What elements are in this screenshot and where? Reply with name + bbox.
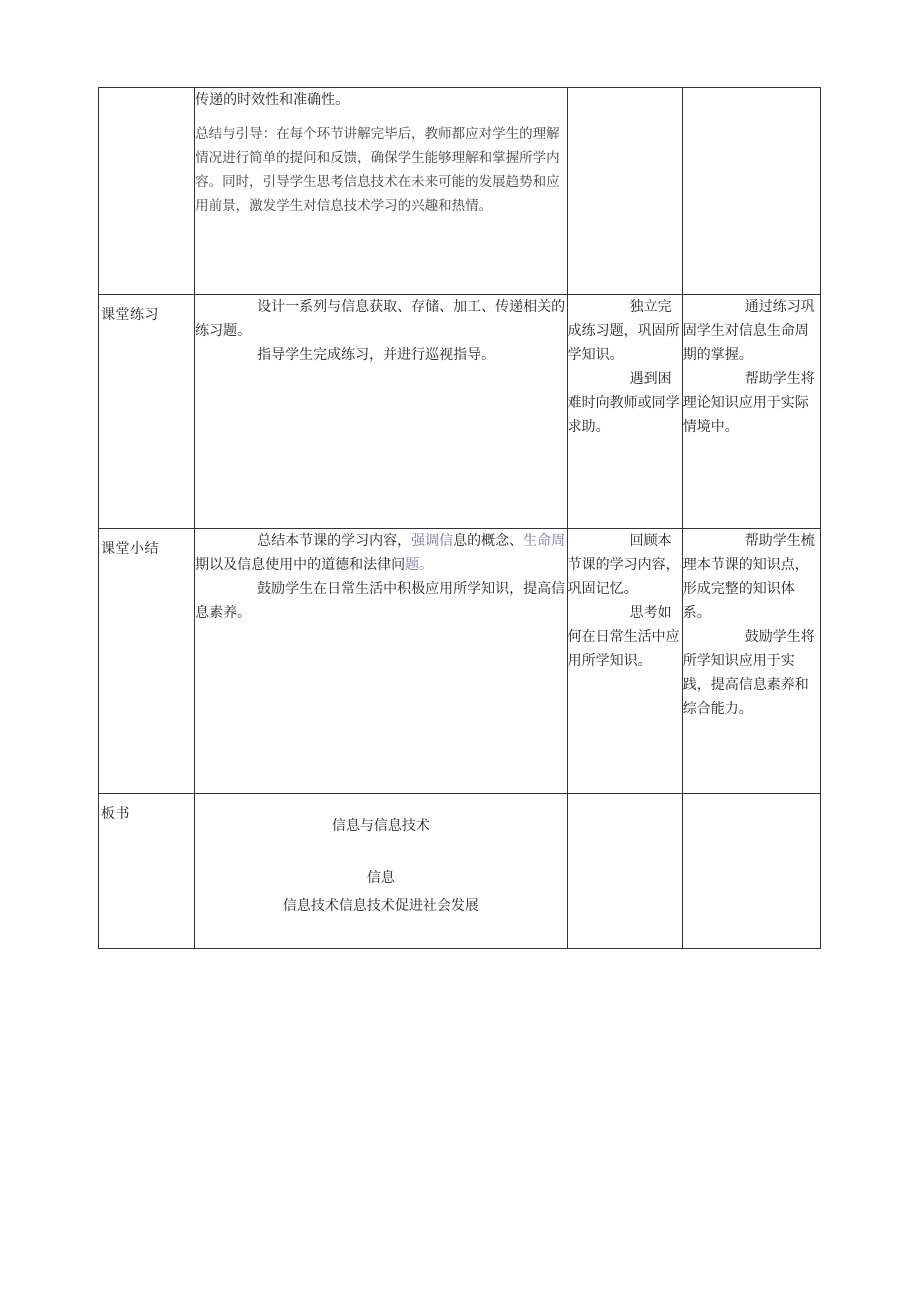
text-run: 息的概念、 (453, 533, 524, 549)
teacher-text: 鼓励学生在日常生活中积极应用所学知识，提高信息素养。 (195, 581, 566, 621)
board-line: 信息 (366, 870, 395, 886)
row-label (99, 88, 195, 295)
highlighted-text: 生命周 (523, 533, 566, 549)
teacher-text: 设计一系列与信息获取、存储、加工、传递相关的练习题。 (195, 299, 566, 339)
student-text: 回顾本节课的学习内容，巩固记忆。 (567, 533, 680, 597)
highlighted-text: 题。 (405, 557, 434, 573)
student-text: 思考如何在日常生活中应用所学知识。 (567, 605, 680, 669)
table-row (99, 794, 821, 949)
student-activity-cell (567, 295, 682, 529)
row-label-blackboard: 板书 (99, 794, 195, 949)
teacher-activity-cell (195, 295, 568, 529)
design-intent-cell (682, 88, 820, 295)
text-run: 期以及信息使用中的道德和法律问 (195, 557, 406, 573)
student-activity-cell (567, 794, 682, 949)
intent-text: 鼓励学生将所学知识应用于实践，提高信息素养和综合能力。 (682, 629, 815, 717)
teacher-text (195, 529, 567, 577)
design-intent-cell (682, 794, 820, 949)
row-label-classroom-summary: 课堂小结 (99, 529, 195, 794)
intent-text: 帮助学生梳理本节课的知识点，形成完整的知识体系。 (682, 533, 815, 621)
table-row (99, 529, 821, 794)
row-label-classroom-practice: 课堂练习 (99, 295, 195, 529)
student-text: 遇到困难时向教师或同学求助。 (567, 371, 680, 435)
intent-text: 通过练习巩固学生对信息生命周期的掌握。 (682, 299, 815, 363)
teacher-text: 传递的时效性和准确性。 (195, 92, 350, 108)
teacher-text: 指导学生完成练习，并进行巡视指导。 (257, 347, 496, 363)
highlighted-text: 强调信 (411, 533, 454, 549)
lesson-plan-table (98, 87, 821, 949)
board-title: 信息与信息技术 (331, 818, 430, 834)
summary-guidance-text: 总结与引导：在每个环节讲解完毕后，教师都应对学生的理解情况进行简单的提问和反馈，确保学生能够理解和掌握所学内容。同时，引导学生思考信息技术在未来可能的发展趋势和应用前景，激发学生对信息技术学习的兴趣和热情。 (195, 126, 560, 214)
board-line: 信息技术信息技术促进社会发展 (282, 898, 479, 914)
table-row (99, 88, 821, 295)
student-activity-cell (567, 88, 682, 295)
student-text: 独立完成练习题，巩固所学知识。 (567, 299, 680, 363)
teacher-activity-cell (195, 88, 568, 295)
table-row (99, 295, 821, 529)
student-activity-cell (567, 529, 682, 794)
design-intent-cell (682, 295, 820, 529)
text-run: 总结本节课的学习内容， (257, 533, 412, 549)
teacher-activity-cell (195, 529, 568, 794)
design-intent-cell (682, 529, 820, 794)
blackboard-cell (195, 794, 568, 949)
intent-text: 帮助学生将理论知识应用于实际情境中。 (682, 371, 815, 435)
